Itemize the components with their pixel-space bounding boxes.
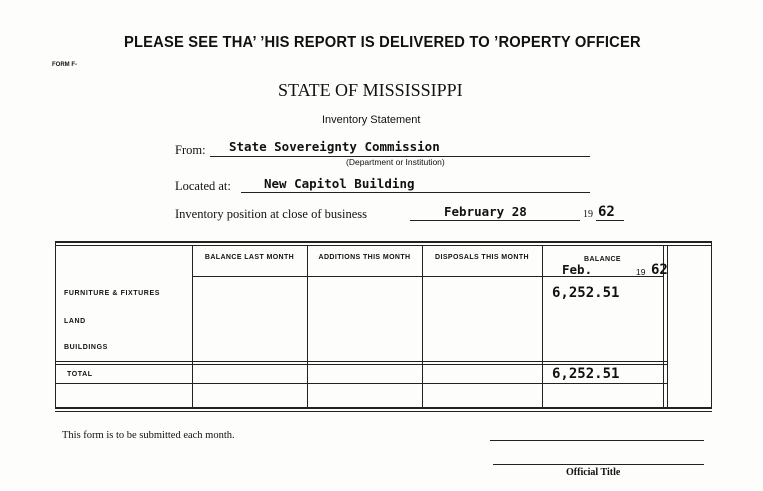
position-value: February 28 (444, 204, 527, 219)
from-note: (Department or Institution) (346, 157, 445, 167)
row-label-land: LAND (64, 318, 86, 325)
delivery-instruction-banner: PLEASE SEE THA’ ’HIS REPORT IS DELIVERED TO ’ROPERTY OFFICER (124, 34, 641, 51)
table-bottom-rule-inner (55, 411, 712, 412)
from-label: From: (175, 143, 206, 157)
row-label-furniture: FURNITURE & FIXTURES (64, 290, 160, 297)
document-subtitle: Inventory Statement (322, 114, 421, 126)
row-label-total: TOTAL (67, 371, 93, 378)
table-left-border (55, 243, 56, 409)
table-bottom-rule (55, 407, 712, 409)
located-label: Located at: (175, 179, 231, 193)
total-bottom-rule (55, 383, 667, 384)
table-top-rule (55, 241, 712, 243)
header-balance: BALANCE (583, 256, 622, 263)
table-top-rule-inner (55, 245, 712, 246)
table-right-border (711, 243, 712, 409)
submission-note: This form is to be submitted each month. (62, 430, 235, 441)
year-value: 62 (598, 204, 615, 220)
from-value: State Sovereignty Commission (229, 139, 440, 154)
form-number: FORM F- (52, 62, 77, 68)
signature-line (490, 440, 704, 441)
row-label-buildings: BUILDINGS (64, 344, 108, 351)
located-value: New Capitol Building (264, 176, 415, 191)
header-balance-last-month: BALANCE LAST MONTH (204, 254, 295, 261)
balance-year: 62 (651, 262, 668, 278)
official-title-line (493, 464, 704, 465)
official-title-label: Official Title (566, 467, 621, 478)
balance-year-prefix: 19 (636, 267, 646, 277)
balance-total: 6,252.51 (552, 366, 620, 382)
total-top-rule-inner (55, 364, 667, 365)
balance-month: Feb. (562, 262, 593, 277)
year-prefix: 19 (583, 209, 593, 220)
header-additions-this-month: ADDITIONS THIS MONTH (318, 254, 411, 261)
total-top-rule (55, 361, 667, 362)
position-label: Inventory position at close of business (175, 207, 367, 221)
balance-furniture: 6,252.51 (552, 285, 620, 301)
header-rule (192, 276, 663, 277)
state-title: STATE OF MISSISSIPPI (278, 80, 463, 100)
header-disposals-this-month: DISPOSALS THIS MONTH (435, 254, 529, 261)
